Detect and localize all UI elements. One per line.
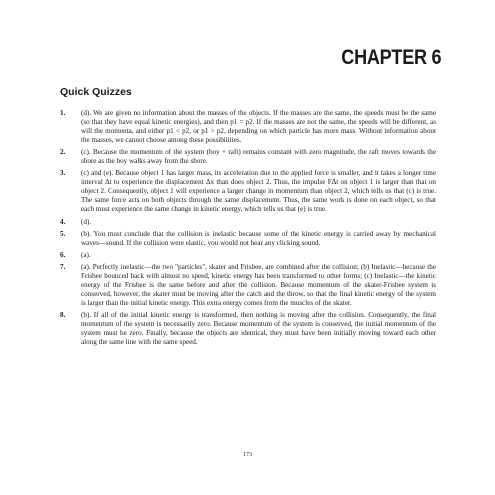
- quiz-answer-text: (b). You must conclude that the collision is inelastic because some of the kinetic energy is carried away by mechanical waves—sound. If the collision were elastic, you would not hear any clicking sound.: [81, 229, 436, 247]
- quiz-answer-text: (a). Perfectly inelastic—the two "particles", skater and Frisbee, are combined after the collision; (b) Inelastic—because the Frisbee bounced back with almost no speed, kinetic energy has been transformed to other forms; (c) Inelastic—the kinetic energy of the Frisbee is the same before and after the collision. Because momentum of the skater-Frisbee system is conserved, however, the skater must be moving after the catch and the throw, so that the final kinetic energy of the system is larger than the initial kinetic energy. This extra energy comes from the muscles of the skater.: [81, 262, 436, 307]
- quick-quiz-list: [60, 109, 436, 350]
- quick-quiz-item-7: [60, 263, 436, 308]
- quick-quiz-item-5: [60, 230, 436, 248]
- section-heading: Quick Quizzes: [60, 86, 132, 98]
- chapter-title: CHAPTER 6: [340, 46, 441, 69]
- quiz-number: 3.: [60, 169, 66, 178]
- quiz-number: 5.: [60, 229, 66, 238]
- quiz-number: 8.: [60, 310, 66, 319]
- quick-quiz-item-2: [60, 148, 436, 166]
- quiz-answer-text: (a).: [81, 250, 91, 259]
- quiz-answer-text: (d). We are given no information about the masses of the objects. If the masses are the same, the speeds must be the same (so that they have equal kinetic energies), and then p1 = p2. If the masses are not the same, the speeds will be different, as will the momenta, and either p1 < p2, or p1 > p2, depending on which particle has more mass. Without information about the masses, we cannot choose among these possibilities.: [81, 109, 436, 145]
- quiz-number: 2.: [60, 148, 66, 157]
- quiz-answer-text: (d).: [81, 217, 92, 226]
- quick-quiz-item-8: [60, 311, 436, 347]
- quiz-number: 6.: [60, 250, 66, 259]
- quiz-answer-text: (b). If all of the initial kinetic energy is transformed, then nothing is moving after the collision. Consequently, the final momentum of the system is necessarily zero. Because momentum of the system is conserved, the initial momentum of the system must be zero. Finally, because the objects are identical, they must have been initially moving toward each other along the same line with the same speed.: [81, 310, 436, 347]
- page-number: 173: [243, 452, 252, 458]
- quick-quiz-item-3: [60, 169, 436, 214]
- quiz-answer-text: (c). Because the momentum of the system (boy + raft) remains constant with zero magnitude, the raft moves towards the shore as the boy walks away from the shore.: [81, 148, 436, 166]
- quick-quiz-item-1: [60, 109, 436, 145]
- quick-quiz-item-6: [60, 251, 436, 260]
- quiz-number: 4.: [60, 217, 66, 226]
- quiz-number: 7.: [60, 262, 66, 271]
- quiz-answer-text: (c) and (e). Because object 1 has larger mass, its acceleration due to the applied force is smaller, and it takes a longer time interval Δt to experience the displacement Δx than does object 2. Thus, the impulse FΔt on object 1 is larger than that on object 2. Consequently, object 1 will experience a larger change in momentum than object 2, which tells us that (c) is true. The same force acts on both objects through the same displacement. Thus, the same work is done on each object, so that each must experience the same change in kinetic energy, which tells us that (e) is true.: [81, 169, 436, 214]
- quiz-number: 1.: [60, 109, 66, 117]
- quick-quiz-item-4: [60, 218, 436, 227]
